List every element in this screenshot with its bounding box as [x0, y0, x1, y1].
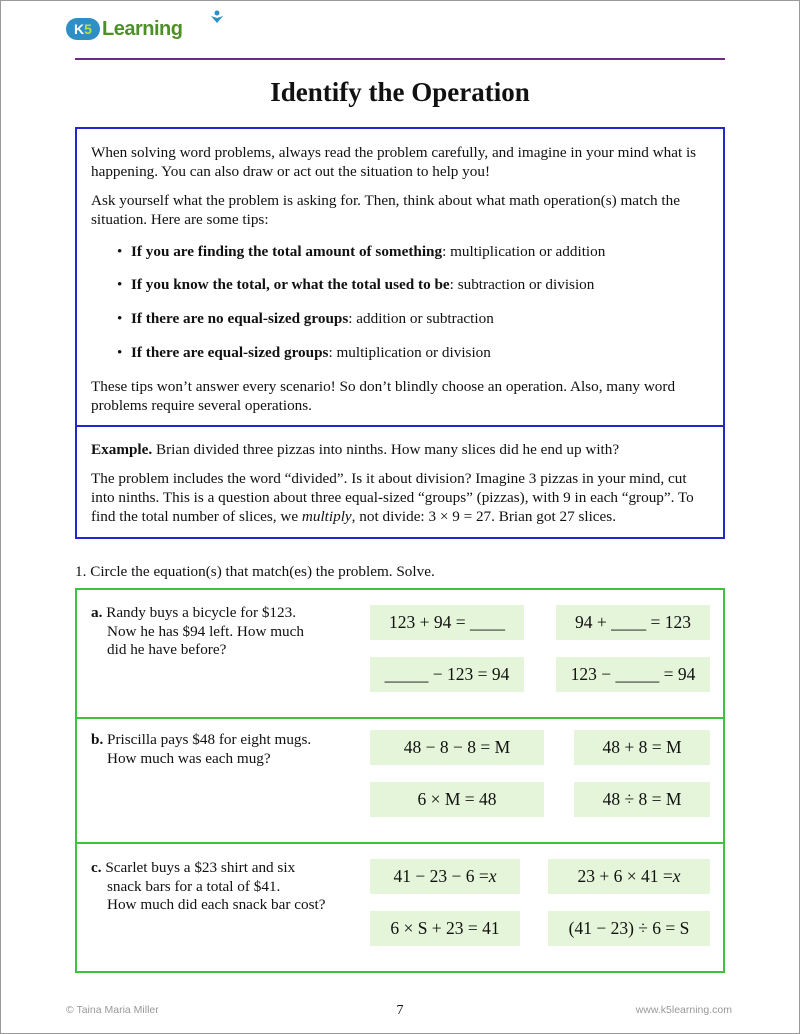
footer-copyright: © Taina Maria Miller — [66, 1004, 159, 1016]
tip-rest: : multiplication or addition — [442, 243, 606, 260]
tip-bold: If you are finding the total amount of something — [131, 243, 443, 260]
example-label: Example. — [91, 441, 153, 458]
equation-text: 41 − 23 − 6 = — [393, 866, 489, 886]
problem-c-text — [91, 859, 361, 915]
problem-line: did he have before? — [107, 641, 227, 658]
tips-section — [77, 129, 723, 427]
tip-rest: : subtraction or division — [449, 276, 595, 293]
equation-option[interactable] — [548, 859, 710, 894]
example-explanation — [91, 469, 711, 526]
problem-line: How much did each snack bar cost? — [107, 896, 326, 913]
problem-a-text — [91, 604, 361, 660]
tip-item: • If there are equal-sized groups: multiplication or division — [117, 344, 491, 361]
logo-badge-5: 5 — [84, 21, 92, 37]
tip-bold: If you know the total, or what the total used to be — [131, 276, 450, 293]
example-explanation-a: The problem includes the word “divided”. Is it about division? Imagine 3 pizzas in your mind, cut into ninths. This is a question about three equal-sized “groups” (pizzas), with 9 in each “group”. To find the total number of slices, we — [91, 470, 694, 525]
tip-item: • If you are finding the total amount of something: multiplication or addition — [117, 243, 606, 260]
equation-variable: x — [672, 866, 681, 886]
equation-option[interactable]: 48 ÷ 8 = M — [574, 782, 710, 817]
equation-option[interactable]: 123 + 94 = ____ — [370, 605, 524, 640]
equation-option[interactable]: 6 × S + 23 = 41 — [370, 911, 520, 946]
page-number: 7 — [396, 1003, 404, 1018]
tip-bold: If there are equal-sized groups — [131, 344, 329, 361]
problem-a-box — [75, 588, 725, 719]
problem-line: Priscilla pays $48 for eight mugs. — [107, 731, 312, 748]
equation-option[interactable]: (41 − 23) ÷ 6 = S — [548, 911, 710, 946]
example-question — [91, 440, 711, 459]
k5-learning-logo — [66, 14, 182, 44]
problem-letter: c. — [91, 859, 102, 876]
tips-box — [75, 127, 725, 539]
intro-paragraph-2: Ask yourself what the problem is asking for. Then, think about what math operation(s) match the situation. Here are some tips: — [91, 192, 680, 228]
equation-option[interactable]: 48 − 8 − 8 = M — [370, 730, 544, 765]
intro-paragraph-1: When solving word problems, always read the problem carefully, and imagine in your mind what is happening. You can also draw or act out the situation to help you! — [91, 144, 697, 180]
example-explanation-b: , not divide: 3 × 9 = 27. Brian got 27 slices. — [351, 508, 616, 525]
footer-website-link[interactable]: www.k5learning.com — [635, 1004, 732, 1016]
tip-rest: : addition or subtraction — [348, 310, 494, 327]
instruction: 1. Circle the equation(s) that match(es) the problem. Solve. — [75, 563, 435, 580]
logo-badge-k: K — [74, 21, 85, 37]
logo-text: Learning — [102, 17, 183, 40]
header-rule — [75, 58, 725, 60]
problem-letter: b. — [91, 731, 104, 748]
equation-option[interactable]: 48 + 8 = M — [574, 730, 710, 765]
equation-option[interactable] — [370, 859, 520, 894]
problem-letter: a. — [91, 604, 103, 621]
equation-option[interactable]: _____ − 123 = 94 — [370, 657, 524, 692]
problem-c-box — [75, 842, 725, 973]
tip-bold: If there are no equal-sized groups — [131, 310, 349, 327]
example-question-text: Brian divided three pizzas into ninths. How many slices did he end up with? — [152, 441, 620, 458]
problem-line: snack bars for a total of $41. — [107, 877, 281, 895]
person-icon — [210, 10, 224, 24]
tip-item: • If you know the total, or what the total used to be: subtraction or division — [117, 276, 595, 293]
equation-variable: x — [488, 866, 497, 886]
tip-rest: : multiplication or division — [328, 344, 491, 361]
problem-b-box — [75, 715, 725, 844]
problem-line: How much was each mug? — [107, 749, 271, 767]
logo-badge — [66, 18, 100, 40]
intro-paragraph-3: These tips won’t answer every scenario! So don’t blindly choose an operation. Also, many word problems require several operations. — [91, 378, 676, 414]
problem-line: Scarlet buys a $23 shirt and six — [105, 859, 296, 876]
page-title: Identify the Operation — [270, 77, 530, 107]
problem-b-text — [91, 731, 361, 768]
equation-text: 23 + 6 × 41 = — [577, 866, 673, 886]
equation-option[interactable]: 6 × M = 48 — [370, 782, 544, 817]
problem-line: Now he has $94 left. How much — [107, 622, 304, 640]
example-explanation-em: multiply — [301, 508, 352, 525]
tip-item: • If there are no equal-sized groups: addition or subtraction — [117, 310, 494, 327]
equation-option[interactable]: 123 − _____ = 94 — [556, 657, 710, 692]
problem-line: Randy buys a bicycle for $123. — [106, 604, 296, 621]
equation-option[interactable]: 94 + ____ = 123 — [556, 605, 710, 640]
